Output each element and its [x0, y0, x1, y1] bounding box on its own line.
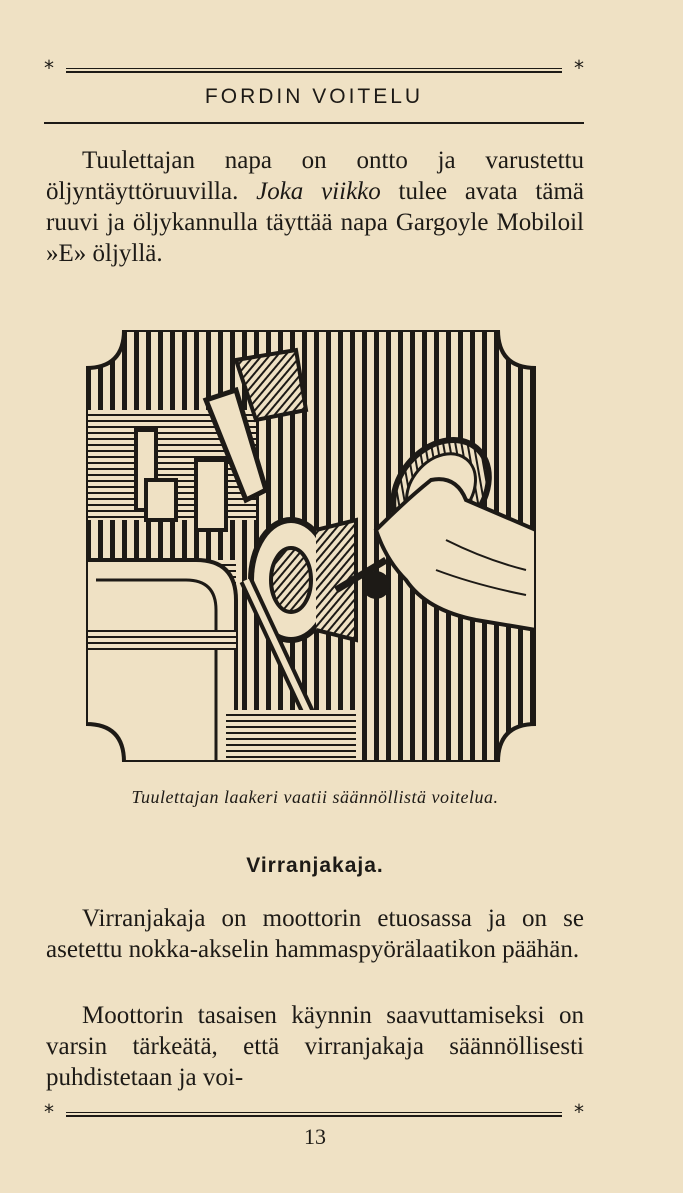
intro-paragraph	[46, 145, 584, 269]
intro-emphasis: Joka viikko	[256, 178, 381, 205]
section-paragraph-2: Moottorin tasaisen käynnin saavuttamiseksi on varsin tärkeätä, että virranjakaja säännöllisesti puhdistetaan ja voi-	[46, 1002, 584, 1091]
ornament-star-left: *	[44, 56, 54, 80]
bottom-ornament-rule	[44, 1100, 584, 1124]
section-title: Virranjakaja.	[246, 854, 384, 877]
header-divider	[44, 122, 584, 124]
ornament-star-left: *	[44, 1100, 54, 1124]
intro-text-start: Tuulettajan napa on ontto ja varustettu öljyntäyttöruuvilla.	[46, 147, 584, 205]
figure-caption: Tuulettajan laakeri vaatii säännöllistä voitelua.	[131, 787, 499, 807]
running-header: FORDIN VOITELU	[204, 85, 424, 108]
intro-text-end: tulee avata tämä ruuvi ja öljykannulla täyttää napa Gargoyle Mobiloil »E» öljyllä.	[46, 178, 584, 267]
ornament-star-right: *	[574, 56, 584, 80]
engine-fan-illustration	[86, 330, 536, 762]
top-ornament-rule	[44, 56, 584, 80]
page-number: 13	[304, 1124, 326, 1149]
section-paragraph-1: Virranjakaja on moottorin etuosassa ja on se asetettu nokka-akselin hammaspyörälaatikon päähän.	[46, 905, 584, 963]
ornament-star-right: *	[574, 1100, 584, 1124]
